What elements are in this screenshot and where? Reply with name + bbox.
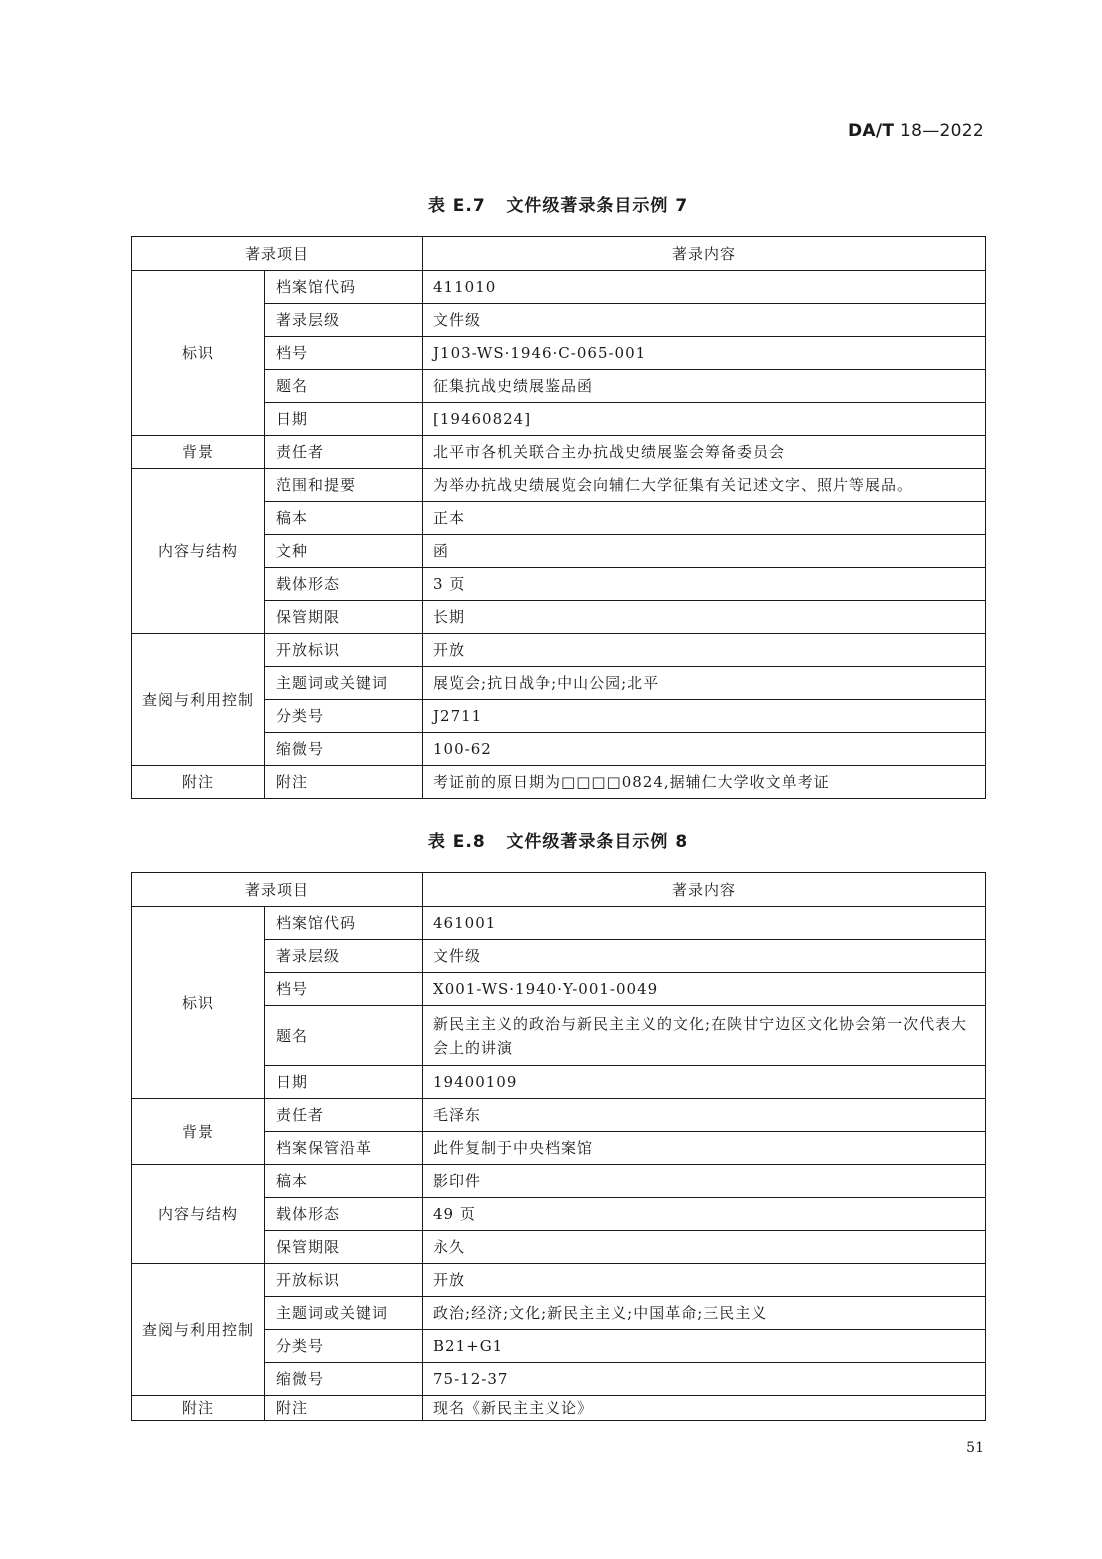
value-cell: 长期 xyxy=(423,601,986,634)
value-cell: 考证前的原日期为□□□□0824,据辅仁大学收文单考证 xyxy=(423,766,986,799)
value-cell: 正本 xyxy=(423,502,986,535)
table-e8 xyxy=(131,872,986,1421)
value-cell: 展览会;抗日战争;中山公园;北平 xyxy=(423,667,986,700)
value-cell: 文件级 xyxy=(423,304,986,337)
item-cell: 缩微号 xyxy=(265,1363,423,1396)
item-cell: 主题词或关键词 xyxy=(265,667,423,700)
item-cell: 稿本 xyxy=(265,1165,423,1198)
item-cell: 附注 xyxy=(265,766,423,799)
value-cell: 毛泽东 xyxy=(423,1099,986,1132)
category-cell: 标识 xyxy=(132,907,265,1099)
item-cell: 缩微号 xyxy=(265,733,423,766)
value-cell: X001-WS·1940·Y-001-0049 xyxy=(423,973,986,1006)
table-row xyxy=(132,1165,986,1198)
item-cell: 保管期限 xyxy=(265,601,423,634)
item-cell: 分类号 xyxy=(265,1330,423,1363)
table-header-row xyxy=(132,237,986,271)
table-row xyxy=(132,907,986,940)
value-cell: 新民主主义的政治与新民主主义的文化;在陕甘宁边区文化协会第一次代表大会上的讲演 xyxy=(423,1006,986,1066)
category-cell: 内容与结构 xyxy=(132,1165,265,1264)
table-row xyxy=(132,634,986,667)
value-cell: 开放 xyxy=(423,634,986,667)
item-cell: 开放标识 xyxy=(265,634,423,667)
value-cell: 文件级 xyxy=(423,940,986,973)
item-cell: 分类号 xyxy=(265,700,423,733)
page-number: 51 xyxy=(966,1440,984,1456)
item-cell: 主题词或关键词 xyxy=(265,1297,423,1330)
item-cell: 题名 xyxy=(265,1006,423,1066)
value-cell: [19460824] xyxy=(423,403,986,436)
item-cell: 日期 xyxy=(265,1066,423,1099)
value-cell: J103-WS·1946·C-065-001 xyxy=(423,337,986,370)
item-cell: 题名 xyxy=(265,370,423,403)
value-cell: 影印件 xyxy=(423,1165,986,1198)
category-cell: 附注 xyxy=(132,766,265,799)
item-cell: 著录层级 xyxy=(265,940,423,973)
item-cell: 责任者 xyxy=(265,436,423,469)
value-cell: 现名《新民主主义论》 xyxy=(423,1396,986,1421)
table-header-row xyxy=(132,873,986,907)
table-row xyxy=(132,766,986,799)
category-cell: 背景 xyxy=(132,436,265,469)
value-cell: 100-62 xyxy=(423,733,986,766)
table-row xyxy=(132,271,986,304)
header-item-col: 著录项目 xyxy=(132,873,423,907)
category-cell: 背景 xyxy=(132,1099,265,1165)
item-cell: 著录层级 xyxy=(265,304,423,337)
category-cell: 查阅与利用控制 xyxy=(132,634,265,766)
item-cell: 范围和提要 xyxy=(265,469,423,502)
value-cell: 49 页 xyxy=(423,1198,986,1231)
value-cell: 3 页 xyxy=(423,568,986,601)
item-cell: 日期 xyxy=(265,403,423,436)
value-cell: 411010 xyxy=(423,271,986,304)
item-cell: 稿本 xyxy=(265,502,423,535)
standard-number: 18—2022 xyxy=(894,121,984,141)
header-content-col: 著录内容 xyxy=(423,873,986,907)
item-cell: 档案保管沿革 xyxy=(265,1132,423,1165)
item-cell: 载体形态 xyxy=(265,568,423,601)
header-content-col: 著录内容 xyxy=(423,237,986,271)
value-cell: 此件复制于中央档案馆 xyxy=(423,1132,986,1165)
value-cell: J2711 xyxy=(423,700,986,733)
table-row xyxy=(132,1396,986,1421)
table-e7 xyxy=(131,236,986,799)
table-row xyxy=(132,1264,986,1297)
value-cell: 为举办抗战史绩展览会向辅仁大学征集有关记述文字、照片等展品。 xyxy=(423,469,986,502)
table-row xyxy=(132,469,986,502)
item-cell: 附注 xyxy=(265,1396,423,1421)
value-cell: 开放 xyxy=(423,1264,986,1297)
item-cell: 载体形态 xyxy=(265,1198,423,1231)
item-cell: 档案馆代码 xyxy=(265,271,423,304)
table7-caption: 表 E.7 文件级著录条目示例 7 xyxy=(427,196,689,216)
item-cell: 档号 xyxy=(265,973,423,1006)
item-cell: 开放标识 xyxy=(265,1264,423,1297)
item-cell: 档案馆代码 xyxy=(265,907,423,940)
header-item-col: 著录项目 xyxy=(132,237,423,271)
table-row xyxy=(132,1099,986,1132)
item-cell: 文种 xyxy=(265,535,423,568)
category-cell: 查阅与利用控制 xyxy=(132,1264,265,1396)
category-cell: 内容与结构 xyxy=(132,469,265,634)
item-cell: 保管期限 xyxy=(265,1231,423,1264)
value-cell: 征集抗战史绩展鉴品函 xyxy=(423,370,986,403)
value-cell: 19400109 xyxy=(423,1066,986,1099)
category-cell: 附注 xyxy=(132,1396,265,1421)
value-cell: 461001 xyxy=(423,907,986,940)
value-cell: 北平市各机关联合主办抗战史绩展鉴会筹备委员会 xyxy=(423,436,986,469)
value-cell: 永久 xyxy=(423,1231,986,1264)
standard-prefix: DA/T xyxy=(848,121,895,141)
value-cell: B21+G1 xyxy=(423,1330,986,1363)
value-cell: 政治;经济;文化;新民主主义;中国革命;三民主义 xyxy=(423,1297,986,1330)
standard-code xyxy=(848,121,984,141)
item-cell: 档号 xyxy=(265,337,423,370)
category-cell: 标识 xyxy=(132,271,265,436)
table8-caption: 表 E.8 文件级著录条目示例 8 xyxy=(427,832,689,852)
item-cell: 责任者 xyxy=(265,1099,423,1132)
value-cell: 75-12-37 xyxy=(423,1363,986,1396)
table-row xyxy=(132,436,986,469)
value-cell: 函 xyxy=(423,535,986,568)
